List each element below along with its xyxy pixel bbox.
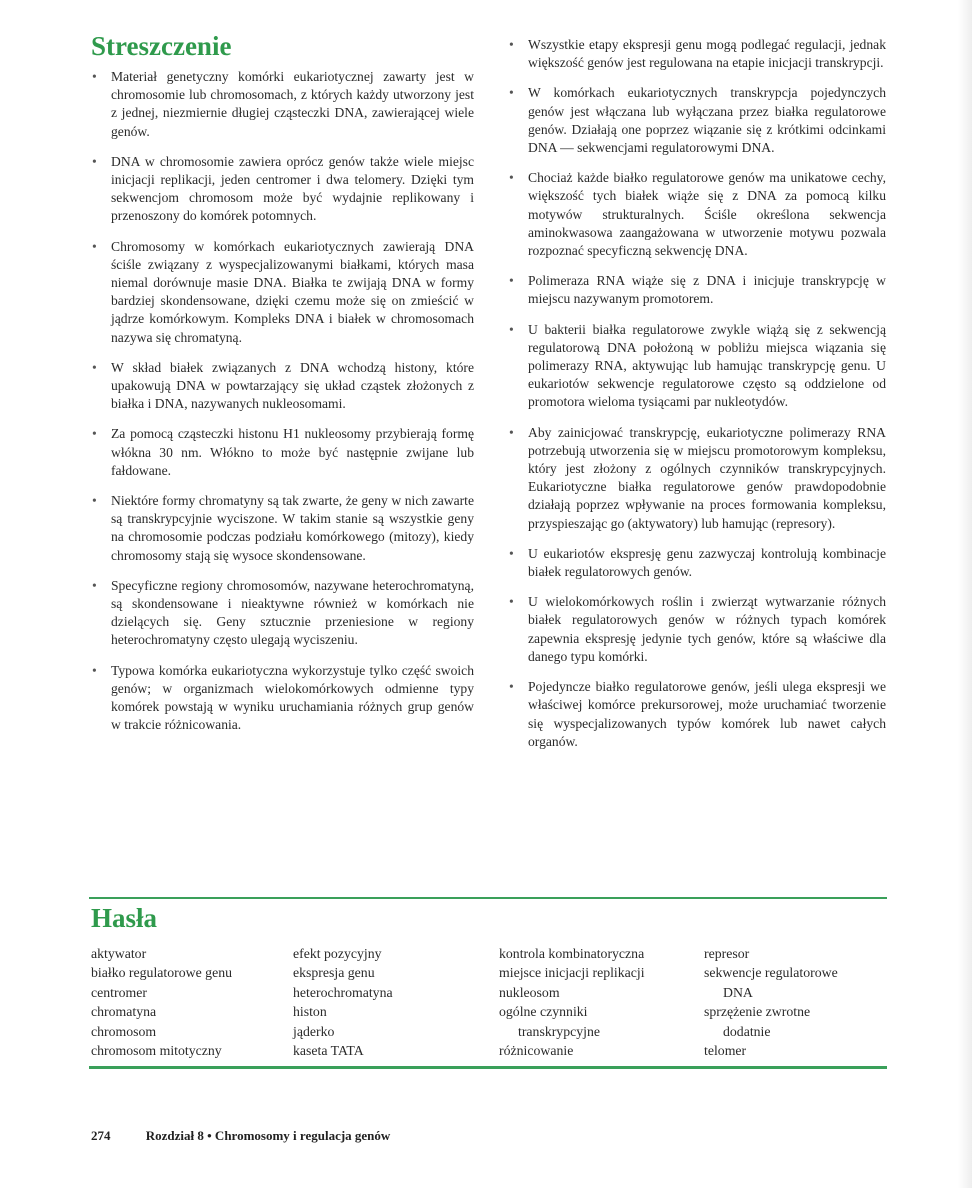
term	[499, 1041, 704, 1060]
term: centromer	[91, 984, 147, 1000]
term: heterochromatyna	[293, 984, 393, 1000]
term-continuation: transkrypcyjne	[518, 1023, 600, 1039]
term: ekspresja genu	[293, 965, 375, 981]
terms-heading: Hasła	[91, 903, 158, 933]
term-text: różnicowanie	[499, 1043, 574, 1059]
summary-bullet: • Chromosomy w komórkach eukariotycznych zawierają DNA ściśle związany z wyspecjalizowanymi białkami, których masa niemal dorównuje masie DNA. Białka te zwijają DNA w formy bardziej skondensowane, dzięki czemu może się on zmieścić w jądrze komórkowym. Kompleks DNA i białek w chromosomach nazywa się chromatyną.	[91, 238, 474, 347]
term	[704, 1002, 887, 1041]
terms-column-2	[293, 944, 499, 1060]
summary-bullet: • U wielokomórkowych roślin i zwierząt wytwarzanie różnych białek regulatorowych genów w różnych typach komórek zapewnia ekspresję jedynie tych genów, które są właściwe dla danego typu komórki.	[508, 593, 886, 666]
page-footer	[91, 1128, 390, 1144]
term: chromosom mitotyczny	[91, 1043, 222, 1059]
term-text: telomer	[704, 1043, 747, 1059]
summary-bullet: • W skład białek związanych z DNA wchodzą histony, które upakowują DNA w powtarzający się układ cząstek złożonych z białka i DNA, nazywanych nukleosomami.	[91, 359, 474, 414]
summary-bullet: • Aby zainicjować transkrypcję, eukariotyczne polimerazy RNA potrzebują utworzenia się w miejscu promotorowym kompleksu, który jest złożony z ogólnych czynników transkrypcyjnych. Eukariotyczne białka regulatorowe genów prawdopodobnie działają poprzez wpływanie na proces formowania kompleksu, przyspieszając go (aktywatory) lub hamując (represory).	[508, 424, 886, 533]
term: histon	[293, 1004, 327, 1020]
term-continuation: DNA	[723, 984, 753, 1000]
section-divider-top	[89, 897, 887, 899]
summary-bullet: • Chociaż każde białko regulatorowe genów ma unikatowe cechy, większość tych białek wiąże się z DNA za pomocą kilku motywów strukturalnych. Ściśle określona sekwencja aminokwasowa zaangażowana w utworzenie motywu pozwala rozpoznać specyficzną sekwencję DNA.	[508, 169, 886, 260]
term: efekt pozycyjny	[293, 946, 382, 961]
summary-bullet: • U bakterii białka regulatorowe zwykle wiążą się z sekwencją regulatorową DNA położoną w pobliżu miejsca wiązania się polimerazy RNA, aktywując lub hamując transkrypcję genu. U eukariotów sekwencje regulatorowe często są oddzielone od promotora wieloma tysiącami par nukleotydów.	[508, 321, 886, 412]
summary-bullet: • DNA w chromosomie zawiera oprócz genów także wiele miejsc inicjacji replikacji, jeden centromer i dwa telomery. Dzięki tym sekwencjom chromosom może być wydajnie replikowany i przenoszony do komórek potomnych.	[91, 153, 474, 226]
term: białko regulatorowe genu	[91, 965, 232, 981]
term: aktywator	[91, 946, 147, 961]
term-text: sprzężenie zwrotne	[704, 1004, 811, 1020]
summary-bullet: • Typowa komórka eukariotyczna wykorzystuje tylko część swoich genów; w organizmach wielokomórkowych odmienne typy komórek powstają w wyniku uruchamiania różnych grup genów w trakcie różnicowania.	[91, 662, 474, 735]
term	[704, 963, 887, 1002]
term: chromosom	[91, 1023, 157, 1039]
summary-right-column	[508, 36, 886, 763]
summary-bullet: • Wszystkie etapy ekspresji genu mogą podlegać regulacji, jednak większość genów jest regulowana na etapie inicjacji transkrypcji.	[508, 36, 886, 72]
summary-bullet: • Za pomocą cząsteczki histonu H1 nukleosomy przybierają formę włókna 30 nm. Włókno to może być następnie zwijane lub fałdowane.	[91, 425, 474, 480]
term-text: sekwencje regulatorowe	[704, 965, 838, 981]
running-footer-chapter: Rozdział 8 • Chromosomy i regulacja genów	[145, 1128, 391, 1143]
term	[704, 1041, 887, 1060]
term-text: miejsce inicjacji replikacji	[499, 965, 645, 981]
summary-left-column	[91, 68, 474, 747]
summary-bullet: • Polimeraza RNA wiąże się z DNA i inicjuje transkrypcję w miejscu nazywanym promotorem.	[508, 272, 886, 308]
summary-bullet: • Niektóre formy chromatyny są tak zwarte, że geny w nich zawarte są transkrypcyjnie wyciszone. W takim stanie są wszystkie geny na chromosomie podczas podziału komórkowego (mitozy), kiedy chromosomy stają się wysoce skondensowane.	[91, 492, 474, 565]
term-text: nukleosom	[499, 984, 560, 1000]
summary-bullet: • Specyficzne regiony chromosomów, nazywane heterochromatyną, są skondensowane i nieaktywne również w komórkach nie dzielących się. Geny sztucznie przeniesione w regiony heterochromatyny często ulegają wyciszeniu.	[91, 577, 474, 650]
term	[499, 983, 704, 1002]
term	[704, 944, 887, 963]
term: chromatyna	[91, 1004, 157, 1020]
summary-heading: Streszczenie	[91, 31, 232, 61]
summary-bullet: • Materiał genetyczny komórki eukariotycznej zawarty jest w chromosomie lub chromosomach, z których każdy utworzony jest z jednej, niezmiernie długiej cząsteczki DNA, zawierającej wiele genów.	[91, 68, 474, 141]
section-divider-bottom	[89, 1066, 887, 1069]
terms-column-3	[499, 944, 704, 1060]
term: jąderko	[293, 1023, 335, 1039]
summary-bullet: • Pojedyncze białko regulatorowe genów, jeśli ulega ekspresji we właściwej komórce prekursorowej, może uruchamiać tworzenie się wyspecjalizowanych typów komórek lub nawet całych organów.	[508, 678, 886, 751]
terms-column-4	[704, 944, 887, 1060]
terms-list	[91, 944, 887, 1060]
summary-bullet: • U eukariotów ekspresję genu zazwyczaj kontrolują kombinacje białek regulatorowych genów.	[508, 545, 886, 581]
page-edge	[958, 0, 972, 1188]
term-text: kontrola kombinatoryczna	[499, 946, 645, 961]
term: kaseta TATA	[293, 1043, 364, 1059]
summary-bullet: • W komórkach eukariotycznych transkrypcja pojedynczych genów jest włączana lub wyłączana przez białka regulatorowe genów. Działają one poprzez wiązanie się z krótkimi odcinkami DNA — sekwencjami regulatorowymi DNA.	[508, 84, 886, 157]
term	[499, 1002, 704, 1041]
term-text: ogólne czynniki	[499, 1004, 588, 1020]
term-continuation: dodatnie	[723, 1023, 771, 1039]
terms-column-1	[91, 944, 293, 1060]
term-text: represor	[704, 946, 750, 961]
term	[499, 963, 704, 982]
page-number: 274	[91, 1128, 111, 1143]
term	[499, 944, 704, 963]
